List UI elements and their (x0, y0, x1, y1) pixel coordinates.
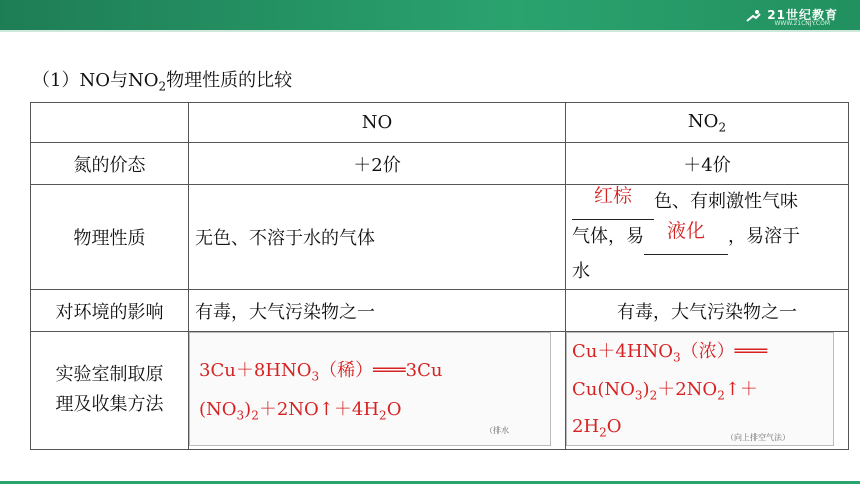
header-empty-cell (31, 103, 189, 143)
equation-no2 (566, 332, 848, 449)
answer-liquefy: 液化 (666, 220, 705, 242)
eq-no-2sub3: 2 (379, 408, 387, 423)
equation-no (189, 348, 565, 433)
eq-no2-1a: Cu＋4HNO (572, 341, 674, 362)
eq-no2-3b: O (606, 416, 622, 438)
lab-no2 (566, 332, 849, 450)
row-label-physical: 物理性质 (31, 185, 189, 290)
header-no2-main: NO (687, 110, 719, 132)
row-label-valence: 氮的价态 (31, 143, 189, 185)
eq-no-1sub: 3 (311, 369, 320, 384)
title-suffix: 物理性质的比较 (166, 70, 293, 91)
no2-physical-text4: 水 (572, 261, 590, 282)
answer-red-brown: 红棕 (593, 185, 632, 207)
header-no2-sub: 2 (718, 120, 727, 135)
comparison-table (30, 102, 849, 450)
header-divider (0, 30, 860, 32)
eq-no2-2sub3: 2 (717, 388, 725, 403)
lab-label-line1: 实验室制取原 (55, 364, 164, 386)
eq-no2-2b: ) (642, 378, 650, 400)
valence-no: ＋2价 (189, 143, 566, 185)
table-row (31, 143, 849, 185)
physical-no2 (566, 185, 849, 290)
eq-no2-2a: Cu(NO (572, 378, 635, 400)
row-label-env: 对环境的影响 (31, 290, 189, 332)
eq-no2-2c: ＋2NO (657, 378, 718, 400)
env-no: 有毒，大气污染物之一 (189, 290, 566, 332)
faint-collect-no: （排水 (485, 426, 509, 435)
runner-logo-icon (745, 9, 763, 23)
eq-no2-2sub1: 3 (634, 388, 643, 403)
eq-no2-3a: 2H (572, 416, 600, 438)
eq-no2-1b: （浓）═══ (680, 341, 768, 362)
eq-no-2sub1: 3 (236, 408, 245, 423)
eq-no2-3sub: 2 (599, 425, 607, 440)
title-prefix: （1）NO与NO (32, 70, 159, 91)
table-header-row (31, 103, 849, 143)
eq-no-1b: （稀）═══3Cu (319, 359, 443, 381)
section-title (32, 66, 292, 94)
eq-no2-2sub2: 2 (649, 388, 658, 403)
table-row (31, 185, 849, 290)
table-row (31, 290, 849, 332)
header-bar (0, 0, 860, 30)
no2-physical-text3: ，易溶于 (728, 226, 800, 247)
lab-label-line2: 理及收集方法 (55, 394, 164, 416)
eq-no2-1sub: 3 (673, 350, 681, 365)
header-no2 (566, 103, 849, 143)
no2-physical-text1: 色、有刺激性气味 (654, 191, 798, 212)
logo-subtext: WWW.21CNJY.COM (774, 20, 830, 27)
answer-blank-color (572, 185, 654, 220)
eq-no-1a: 3Cu＋8HNO (199, 359, 312, 381)
eq-no-2d: O (386, 399, 402, 421)
logo-text: 21世纪教育 (767, 8, 838, 22)
lab-no (189, 332, 566, 450)
eq-no-2b: ) (244, 399, 252, 421)
row-label-lab (31, 332, 189, 450)
eq-no-2c: ＋2NO↑＋4H (258, 399, 380, 421)
answer-blank-liquefy (644, 220, 728, 255)
eq-no2-2d: ↑＋ (724, 378, 758, 400)
eq-no-2sub2: 2 (251, 408, 259, 423)
env-no2: 有毒，大气污染物之一 (566, 290, 849, 332)
valence-no2: ＋4价 (566, 143, 849, 185)
title-subscript: 2 (158, 79, 167, 94)
eq-no-2a: (NO (199, 399, 237, 421)
physical-no: 无色、不溶于水的气体 (189, 185, 566, 290)
no2-physical-text2: 气体，易 (572, 226, 644, 247)
faint-collect-no2: （向上排空气法） (726, 433, 790, 442)
header-no: NO (189, 103, 566, 143)
table-row (31, 332, 849, 450)
